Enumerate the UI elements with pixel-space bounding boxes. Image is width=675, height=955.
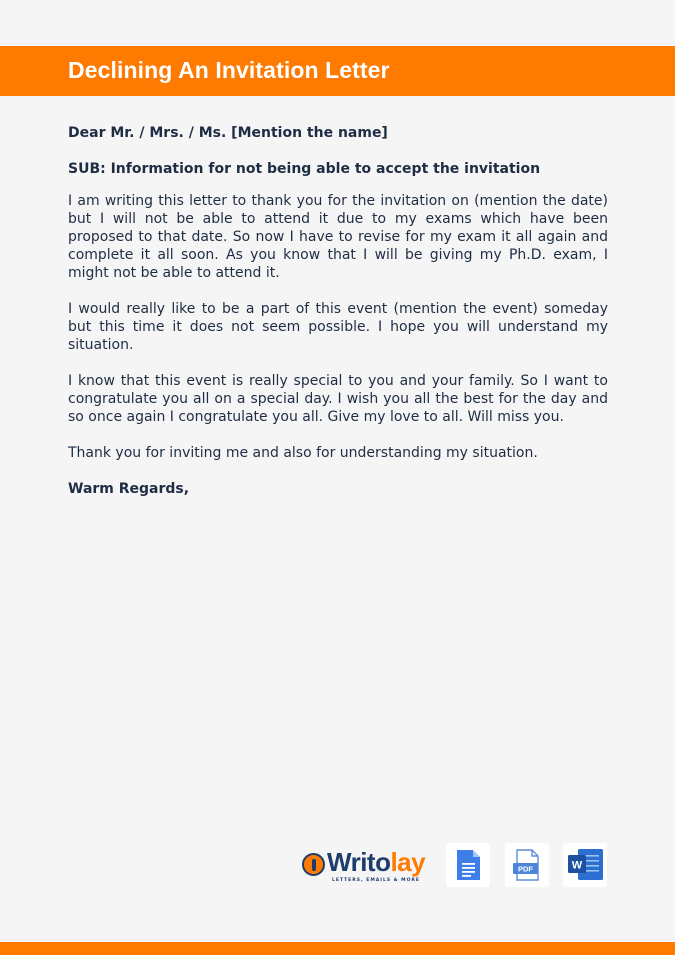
- google-docs-icon: [446, 843, 490, 887]
- download-pdf-button[interactable]: [505, 843, 549, 887]
- pdf-icon: [505, 843, 549, 887]
- logo-tagline: LETTERS, EMAILS & MORE: [332, 878, 420, 883]
- letter-paragraph: I am writing this letter to thank you for the invitation on (mention the date) but I will not be able to attend it due to my exams which have been proposed to that date. So now I have to revise for my exam it all again and complete it all soon. As you know that I will be giving my Ph.D. exam, I might not be able to attend it.: [68, 193, 608, 281]
- letter-subject: SUB: Information for not being able to accept the invitation: [68, 161, 541, 177]
- svg-text:W: W: [571, 859, 583, 872]
- svg-text:PDF: PDF: [518, 864, 533, 874]
- writolay-logo-icon: [302, 853, 325, 876]
- letter-body: [68, 124, 608, 498]
- letter-closing: Warm Regards,: [68, 481, 190, 497]
- letter-salutation: Dear Mr. / Mrs. / Ms. [Mention the name]: [68, 125, 388, 141]
- logo-wordmark: Writolay: [327, 847, 426, 877]
- letter-paragraph: Thank you for inviting me and also for understanding my situation.: [68, 445, 538, 461]
- bottom-accent-bar: [0, 942, 675, 955]
- title-banner: [0, 46, 675, 96]
- download-google-docs-button[interactable]: [446, 843, 490, 887]
- writolay-logo[interactable]: [302, 849, 424, 885]
- download-word-button[interactable]: [563, 843, 607, 887]
- word-icon: [563, 843, 607, 887]
- letter-paragraph: I would really like to be a part of this event (mention the event) someday but this time it does not seem possible. I hope you will understand my situation.: [68, 301, 608, 353]
- letter-paragraph: I know that this event is really special to you and your family. So I want to congratulate you all on a special day. I wish you all the best for the day and so once again I congratulate you all. Give my love to all. Will miss you.: [68, 373, 608, 425]
- page-title: Declining An Invitation Letter: [68, 57, 390, 83]
- footer-icons: [0, 843, 675, 889]
